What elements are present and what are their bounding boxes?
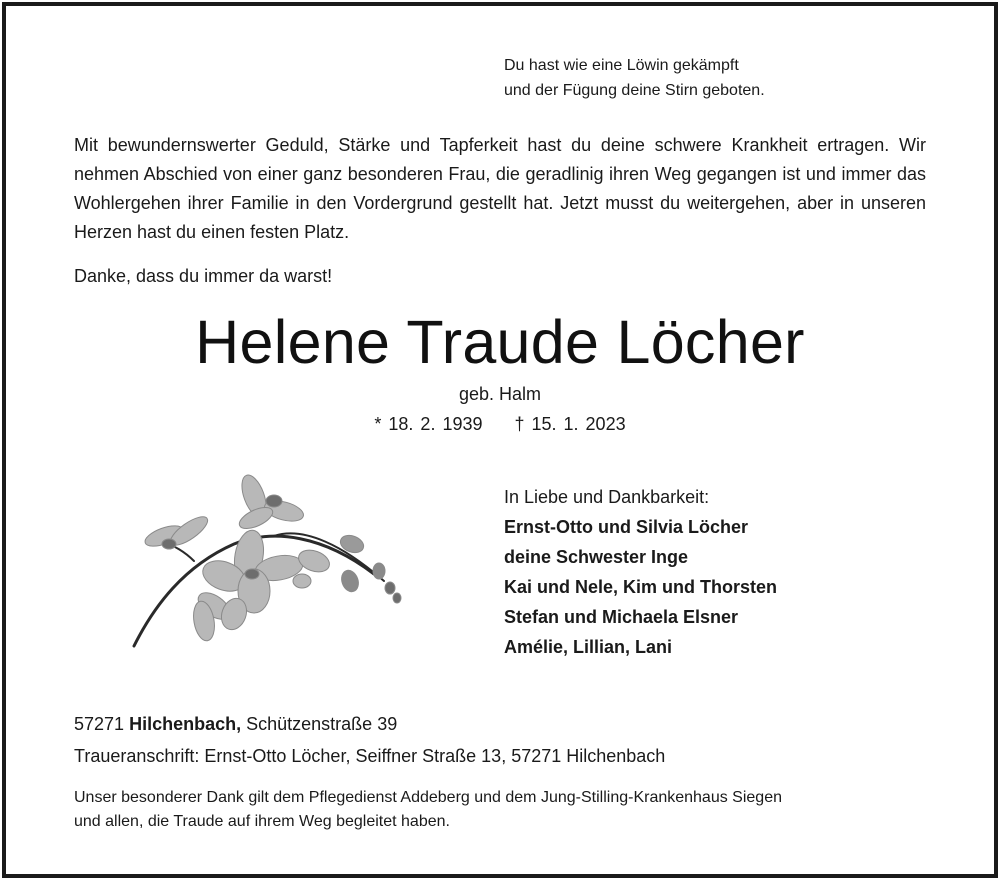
- footer-line-1: Unser besonderer Dank gilt dem Pflegedienst Addeberg und dem Jung-Stilling-Krankenhaus Siegen: [74, 789, 782, 806]
- mourner-entry: Amélie, Lillian, Lani: [504, 637, 673, 657]
- residence-address: [74, 714, 397, 735]
- mourner-entry: Kai und Nele, Kim und Thorsten: [504, 577, 778, 597]
- mourning-address: Traueranschrift: Ernst-Otto Löcher, Seiffner Straße 13, 57271 Hilchenbach: [74, 746, 666, 766]
- postcode: 57271: [74, 714, 125, 734]
- intro-paragraph: Mit bewundernswerter Geduld, Stärke und Tapferkeit hast du deine schwere Krankheit ertragen. Wir nehmen Abschied von einer ganz besonderen Frau, die geradlinig ihren Weg gegangen ist und immer das Wohlergehen ihrer Familie in den Vordergrund gestellt hat. Jetzt musst du weitergehen, aber in unseren Herzen hast du einen festen Platz.: [74, 135, 926, 242]
- thanks-line: Danke, dass du immer da warst!: [74, 266, 333, 286]
- life-dates: [6, 414, 994, 435]
- street: Schützenstraße 39: [246, 714, 398, 734]
- mourner-entry: Stefan und Michaela Elsner: [504, 607, 739, 627]
- obituary-notice: [2, 2, 998, 878]
- footer-line-2: und allen, die Traude auf ihrem Weg begleitet haben.: [74, 813, 450, 830]
- mourners-lead: In Liebe und Dankbarkeit:: [504, 487, 710, 507]
- intro-text: [74, 131, 926, 247]
- death-date: † 15. 1. 2023: [514, 414, 626, 434]
- birth-date: * 18. 2. 1939: [374, 414, 483, 434]
- footer-thanks: [74, 786, 934, 834]
- poem-line-2: und der Fügung deine Stirn geboten.: [504, 82, 765, 99]
- town: Hilchenbach,: [129, 714, 242, 734]
- orchid-illustration: [124, 456, 414, 651]
- deceased-name: Helene Traude Löcher: [195, 308, 805, 376]
- mourner-entry: Ernst-Otto und Silvia Löcher: [504, 517, 749, 537]
- poem-line-1: Du hast wie eine Löwin gekämpft: [504, 57, 739, 74]
- poem: [504, 53, 765, 103]
- birth-name: geb. Halm: [458, 384, 542, 404]
- mourners-list: [504, 482, 777, 662]
- mourner-entry: deine Schwester Inge: [504, 547, 689, 567]
